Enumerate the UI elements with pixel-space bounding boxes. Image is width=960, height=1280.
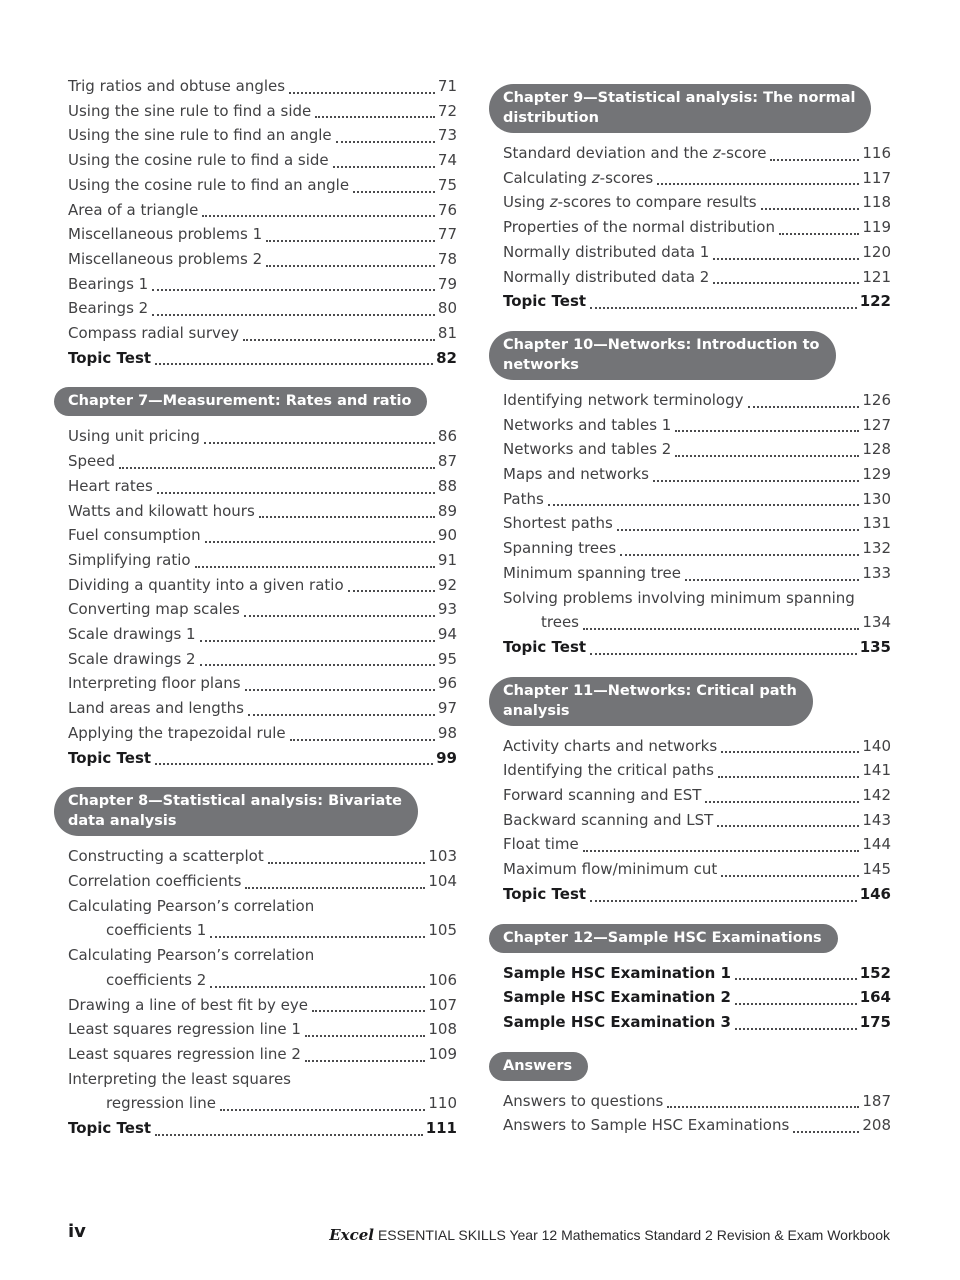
chapter-heading xyxy=(54,787,418,836)
toc-entry xyxy=(68,622,457,647)
entry-label: Identifying the critical paths xyxy=(503,761,714,780)
chapter-heading-line: Chapter 10—Networks: Introduction to xyxy=(503,336,820,353)
chapter-heading xyxy=(489,924,838,953)
dot-leader xyxy=(583,850,860,852)
toc-entry xyxy=(503,190,891,215)
entry-label: Watts and kilowatt hours xyxy=(68,501,255,520)
chapter-heading-line: Chapter 9—Statistical analysis: The normal xyxy=(503,90,856,106)
dot-leader xyxy=(685,579,859,581)
dot-leader xyxy=(620,554,859,556)
toc-entry xyxy=(68,1042,457,1067)
entry-page-number: 119 xyxy=(862,218,891,237)
entry-page-number: 128 xyxy=(862,440,891,459)
dot-leader xyxy=(289,92,435,94)
entry-page-number: 143 xyxy=(862,810,891,829)
toc-entry xyxy=(503,265,891,290)
entry-page-number: 104 xyxy=(428,871,457,890)
entry-page-number: 110 xyxy=(428,1094,457,1113)
toc-entry xyxy=(503,758,891,783)
dot-leader xyxy=(735,1028,857,1030)
toc-column-left xyxy=(68,74,457,1141)
toc-entry xyxy=(68,474,457,499)
toc-entry xyxy=(68,123,457,148)
entry-label: Normally distributed data 2 xyxy=(503,267,710,286)
dot-leader xyxy=(200,640,435,642)
chapter-heading xyxy=(489,1052,588,1081)
toc-section xyxy=(503,1052,891,1138)
entry-page-number: 120 xyxy=(862,242,891,261)
toc-entry-wrapped xyxy=(68,943,457,992)
entry-label: Answers to questions xyxy=(503,1091,664,1110)
entry-page-number: 208 xyxy=(862,1116,891,1135)
toc-section xyxy=(503,677,891,907)
footer-book-title xyxy=(329,1226,890,1244)
entry-page-number: 82 xyxy=(436,348,457,367)
entry-label: Float time xyxy=(503,835,579,854)
toc-entry xyxy=(503,437,891,462)
entry-page-number: 108 xyxy=(428,1020,457,1039)
entry-page-number: 77 xyxy=(437,225,457,244)
entry-label: Scale drawings 1 xyxy=(68,625,196,644)
entry-page-number: 132 xyxy=(862,539,891,558)
toc-entry xyxy=(503,961,891,986)
toc-entry xyxy=(68,449,457,474)
dot-leader xyxy=(245,689,435,691)
entry-label: Least squares regression line 2 xyxy=(68,1044,301,1063)
dot-leader xyxy=(735,978,857,980)
entry-page-number: 118 xyxy=(862,193,891,212)
entry-page-number: 187 xyxy=(862,1091,891,1110)
toc-entry xyxy=(503,141,891,166)
dot-leader xyxy=(205,541,435,543)
entry-page-number: 93 xyxy=(437,600,457,619)
dot-leader xyxy=(779,233,859,235)
dot-leader xyxy=(721,875,859,877)
toc-entry xyxy=(68,222,457,247)
toc-entry xyxy=(68,1017,457,1042)
entry-page-number: 87 xyxy=(437,452,457,471)
entry-page-number: 99 xyxy=(436,748,457,767)
folio-page-number: iv xyxy=(68,1221,86,1242)
dot-leader xyxy=(210,986,425,988)
dot-leader xyxy=(155,1134,423,1136)
toc-entry xyxy=(68,173,457,198)
toc-entry xyxy=(503,413,891,438)
entry-label: Answers to Sample HSC Examinations xyxy=(503,1116,790,1135)
entry-page-number: 145 xyxy=(862,860,891,879)
dot-leader xyxy=(583,628,859,630)
entry-page-number: 130 xyxy=(862,489,891,508)
entry-label: Speed xyxy=(68,452,116,471)
dot-leader xyxy=(220,1109,425,1111)
toc-entry xyxy=(503,511,891,536)
dot-leader xyxy=(266,265,435,267)
toc-entry xyxy=(503,487,891,512)
toc-entry xyxy=(503,882,891,907)
entry-page-number: 117 xyxy=(862,168,891,187)
dot-leader xyxy=(590,900,857,902)
entry-label: Simplifying ratio xyxy=(68,550,191,569)
dot-leader xyxy=(266,240,435,242)
entry-page-number: 72 xyxy=(437,101,457,120)
entry-page-number: 88 xyxy=(437,476,457,495)
entry-label: Properties of the normal distribution xyxy=(503,218,775,237)
toc-entry xyxy=(68,1116,457,1141)
entry-page-number: 127 xyxy=(862,415,891,434)
brand-name: Excel xyxy=(329,1226,374,1244)
toc-entry xyxy=(503,985,891,1010)
toc-entry xyxy=(503,561,891,586)
dot-leader xyxy=(653,480,859,482)
entry-label: Bearings 2 xyxy=(68,299,149,318)
entry-label: Land areas and lengths xyxy=(68,699,244,718)
entry-label: Topic Test xyxy=(68,748,152,767)
dot-leader xyxy=(152,289,435,291)
toc-section xyxy=(68,74,457,370)
toc-section xyxy=(68,387,457,770)
toc-entry xyxy=(68,148,457,173)
dot-leader xyxy=(667,1106,859,1108)
entry-label: Applying the trapezoidal rule xyxy=(68,723,286,742)
entry-label: Dividing a quantity into a given ratio xyxy=(68,575,344,594)
toc-entry xyxy=(503,536,891,561)
entry-page-number: 75 xyxy=(437,175,457,194)
entry-label: Constructing a scatterplot xyxy=(68,847,264,866)
entry-label: Using z-scores to compare results xyxy=(503,193,757,212)
entry-label: Solving problems involving minimum spanning xyxy=(503,588,855,607)
chapter-heading-line: Answers xyxy=(503,1057,573,1074)
dot-leader xyxy=(770,159,859,161)
toc-entry xyxy=(503,857,891,882)
chapter-heading-line: Chapter 7—Measurement: Rates and ratio xyxy=(68,393,412,410)
toc-entry xyxy=(68,247,457,272)
toc-entry xyxy=(68,272,457,297)
entry-page-number: 78 xyxy=(437,249,457,268)
entry-page-number: 97 xyxy=(437,699,457,718)
dot-leader xyxy=(305,1035,425,1037)
entry-label: Drawing a line of best fit by eye xyxy=(68,995,308,1014)
chapter-heading-line: networks xyxy=(503,356,579,373)
entry-label: Standard deviation and the z-score xyxy=(503,144,767,162)
dot-leader xyxy=(675,430,859,432)
dot-leader xyxy=(259,516,435,518)
toc-entry xyxy=(503,462,891,487)
dot-leader xyxy=(336,141,435,143)
entry-label: Activity charts and networks xyxy=(503,736,718,755)
entry-label: Topic Test xyxy=(503,884,587,903)
entry-page-number: 107 xyxy=(428,995,457,1014)
entry-label: Topic Test xyxy=(68,348,152,367)
toc-entry xyxy=(503,808,891,833)
entry-label: Maximum flow/minimum cut xyxy=(503,860,718,879)
entry-page-number: 71 xyxy=(437,77,457,95)
dot-leader xyxy=(353,191,435,193)
chapter-heading xyxy=(489,84,871,133)
entry-label: Topic Test xyxy=(503,292,587,311)
dot-leader xyxy=(735,1003,857,1005)
entry-page-number: 94 xyxy=(437,625,457,644)
entry-label: Miscellaneous problems 2 xyxy=(68,249,263,268)
dot-leader xyxy=(333,166,435,168)
entry-label-continued: regression line xyxy=(106,1094,216,1113)
toc-entry xyxy=(68,296,457,321)
entry-page-number: 146 xyxy=(859,884,891,903)
chapter-heading xyxy=(54,387,427,416)
entry-label: Topic Test xyxy=(503,637,587,656)
entry-page-number: 74 xyxy=(437,151,457,170)
entry-label: Area of a triangle xyxy=(68,200,199,219)
toc-entry xyxy=(68,74,457,99)
entry-label: Using the sine rule to find an angle xyxy=(68,126,332,145)
entry-label: Using the sine rule to find a side xyxy=(68,101,312,120)
entry-page-number: 135 xyxy=(859,637,891,656)
toc-entry xyxy=(503,289,891,314)
toc-entry xyxy=(68,573,457,598)
entry-page-number: 140 xyxy=(862,736,891,755)
entry-page-number: 144 xyxy=(862,835,891,854)
toc-section xyxy=(503,924,891,1035)
dot-leader xyxy=(248,714,435,716)
entry-page-number: 142 xyxy=(862,786,891,805)
entry-page-number: 129 xyxy=(862,465,891,484)
entry-label: Miscellaneous problems 1 xyxy=(68,225,263,244)
chapter-heading-line: data analysis xyxy=(68,813,177,830)
dot-leader xyxy=(268,862,426,864)
entry-label: Correlation coefficients xyxy=(68,871,242,890)
entry-page-number: 80 xyxy=(437,299,457,318)
entry-page-number: 89 xyxy=(437,501,457,520)
entry-page-number: 175 xyxy=(859,1012,891,1031)
entry-label-continued: coefficients 2 xyxy=(106,970,207,989)
entry-page-number: 133 xyxy=(862,563,891,582)
entry-page-number: 116 xyxy=(862,144,891,162)
dot-leader xyxy=(202,215,435,217)
entry-page-number: 109 xyxy=(428,1044,457,1063)
toc-column-right xyxy=(503,84,891,1138)
chapter-heading-line: Chapter 12—Sample HSC Examinations xyxy=(503,929,822,946)
entry-page-number: 79 xyxy=(437,274,457,293)
entry-label: Forward scanning and EST xyxy=(503,786,702,805)
dot-leader xyxy=(657,183,859,185)
chapter-heading xyxy=(489,331,836,380)
entry-page-number: 103 xyxy=(428,847,457,866)
toc-entry xyxy=(503,1089,891,1114)
toc-entry xyxy=(68,1091,457,1116)
entry-label: Maps and networks xyxy=(503,465,649,484)
dot-leader xyxy=(705,801,859,803)
dot-leader xyxy=(305,1060,425,1062)
toc-entry xyxy=(68,869,457,894)
entry-page-number: 141 xyxy=(862,761,891,780)
toc-section xyxy=(68,787,457,1140)
dot-leader xyxy=(312,1010,425,1012)
entry-page-number: 134 xyxy=(862,613,891,632)
dot-leader xyxy=(590,307,857,309)
dot-leader xyxy=(348,590,435,592)
entry-label: Networks and tables 2 xyxy=(503,440,672,459)
dot-leader xyxy=(157,492,435,494)
entry-page-number: 121 xyxy=(862,267,891,286)
toc-entry xyxy=(68,844,457,869)
entry-label: Normally distributed data 1 xyxy=(503,242,710,261)
entry-page-number: 111 xyxy=(425,1119,457,1138)
entry-label-continued: coefficients 1 xyxy=(106,921,207,940)
entry-page-number: 86 xyxy=(437,427,457,446)
dot-leader xyxy=(244,615,435,617)
toc-entry xyxy=(503,610,891,635)
entry-label: Trig ratios and obtuse angles xyxy=(68,77,286,95)
chapter-heading-line: Chapter 11—Networks: Critical path xyxy=(503,682,797,699)
entry-page-number: 76 xyxy=(437,200,457,219)
entry-page-number: 152 xyxy=(859,963,891,982)
dot-leader xyxy=(155,363,433,365)
entry-page-number: 126 xyxy=(862,390,891,409)
dot-leader xyxy=(713,282,859,284)
entry-label: Calculating Pearson’s correlation xyxy=(68,946,315,965)
entry-label: Topic Test xyxy=(68,1119,152,1138)
entry-label: Identifying network terminology xyxy=(503,390,744,409)
entry-page-number: 90 xyxy=(437,526,457,545)
toc-entry xyxy=(68,548,457,573)
chapter-heading-line: Chapter 8—Statistical analysis: Bivariate xyxy=(68,793,402,810)
dot-leader xyxy=(718,776,859,778)
entry-page-number: 73 xyxy=(437,126,457,145)
entry-label: Sample HSC Examination 1 xyxy=(503,963,731,982)
entry-page-number: 105 xyxy=(428,921,457,940)
toc-entry xyxy=(503,388,891,413)
dot-leader xyxy=(793,1131,859,1133)
toc-entry xyxy=(503,240,891,265)
toc-entry xyxy=(503,635,891,660)
dot-leader xyxy=(590,653,857,655)
entry-label: Paths xyxy=(503,489,544,508)
dot-leader xyxy=(617,529,859,531)
dot-leader xyxy=(713,258,859,260)
toc-entry-wrapped xyxy=(68,894,457,943)
dot-leader xyxy=(721,751,859,753)
toc-entry xyxy=(68,993,457,1018)
entry-page-number: 96 xyxy=(437,674,457,693)
entry-label: Calculating z-scores xyxy=(503,168,654,187)
toc-entry xyxy=(68,721,457,746)
toc-entry xyxy=(503,832,891,857)
toc-entry-wrapped xyxy=(68,1067,457,1116)
toc-entry xyxy=(68,746,457,771)
entry-label-continued: trees xyxy=(541,613,579,632)
entry-label: Heart rates xyxy=(68,476,153,495)
toc-entry xyxy=(503,1113,891,1138)
toc-entry xyxy=(68,671,457,696)
entry-page-number: 98 xyxy=(437,723,457,742)
dot-leader xyxy=(195,566,435,568)
toc-entry xyxy=(68,99,457,124)
entry-label: Bearings 1 xyxy=(68,274,149,293)
entry-page-number: 122 xyxy=(859,292,891,311)
entry-page-number: 106 xyxy=(428,970,457,989)
dot-leader xyxy=(675,455,859,457)
dot-leader xyxy=(204,442,435,444)
dot-leader xyxy=(748,406,860,408)
toc-entry-wrapped xyxy=(503,586,891,635)
dot-leader xyxy=(200,664,435,666)
entry-label: Calculating Pearson’s correlation xyxy=(68,896,315,915)
dot-leader xyxy=(245,887,425,889)
entry-label: Using the cosine rule to find an angle xyxy=(68,175,350,194)
entry-label: Backward scanning and LST xyxy=(503,810,714,829)
chapter-heading-line: analysis xyxy=(503,702,570,719)
toc-entry xyxy=(68,321,457,346)
dot-leader xyxy=(290,739,435,741)
entry-page-number: 92 xyxy=(437,575,457,594)
dot-leader xyxy=(119,467,435,469)
entry-label: Least squares regression line 1 xyxy=(68,1020,301,1039)
entry-label: Interpreting the least squares xyxy=(68,1069,291,1088)
toc-entry xyxy=(503,215,891,240)
toc-entry xyxy=(68,499,457,524)
toc-entry xyxy=(68,523,457,548)
dot-leader xyxy=(155,763,433,765)
entry-label: Sample HSC Examination 3 xyxy=(503,1012,731,1031)
entry-page-number: 91 xyxy=(437,550,457,569)
entry-label: Using the cosine rule to find a side xyxy=(68,151,329,170)
dot-leader xyxy=(152,314,435,316)
entry-label: Fuel consumption xyxy=(68,526,201,545)
dot-leader xyxy=(717,825,859,827)
entry-page-number: 164 xyxy=(859,988,891,1007)
dot-leader xyxy=(761,208,860,210)
toc-entry xyxy=(68,647,457,672)
toc-entry xyxy=(68,346,457,371)
entry-label: Using unit pricing xyxy=(68,427,200,446)
dot-leader xyxy=(243,339,435,341)
dot-leader xyxy=(315,116,435,118)
entry-label: Networks and tables 1 xyxy=(503,415,672,434)
toc-entry xyxy=(68,968,457,993)
toc-section xyxy=(503,331,891,660)
entry-page-number: 95 xyxy=(437,649,457,668)
dot-leader xyxy=(210,936,425,938)
book-title-text: ESSENTIAL SKILLS Year 12 Mathematics Standard 2 Revision & Exam Workbook xyxy=(377,1227,890,1243)
toc-section xyxy=(503,84,891,314)
toc-entry xyxy=(503,1010,891,1035)
toc-entry xyxy=(68,696,457,721)
toc-entry xyxy=(503,734,891,759)
toc-entry xyxy=(68,918,457,943)
entry-label: Converting map scales xyxy=(68,600,240,619)
entry-label: Sample HSC Examination 2 xyxy=(503,988,731,1007)
toc-entry xyxy=(68,198,457,223)
toc-entry xyxy=(503,783,891,808)
dot-leader xyxy=(548,504,860,506)
toc-entry xyxy=(503,166,891,191)
toc-entry xyxy=(68,424,457,449)
entry-label: Shortest paths xyxy=(503,514,613,533)
chapter-heading xyxy=(489,677,813,726)
entry-label: Compass radial survey xyxy=(68,324,240,343)
entry-label: Spanning trees xyxy=(503,539,617,558)
toc-entry xyxy=(68,597,457,622)
entry-page-number: 131 xyxy=(862,514,891,533)
entry-label: Interpreting floor plans xyxy=(68,674,241,693)
entry-page-number: 81 xyxy=(437,324,457,343)
entry-label: Scale drawings 2 xyxy=(68,649,196,668)
entry-label: Minimum spanning tree xyxy=(503,563,681,582)
chapter-heading-line: distribution xyxy=(503,110,599,126)
